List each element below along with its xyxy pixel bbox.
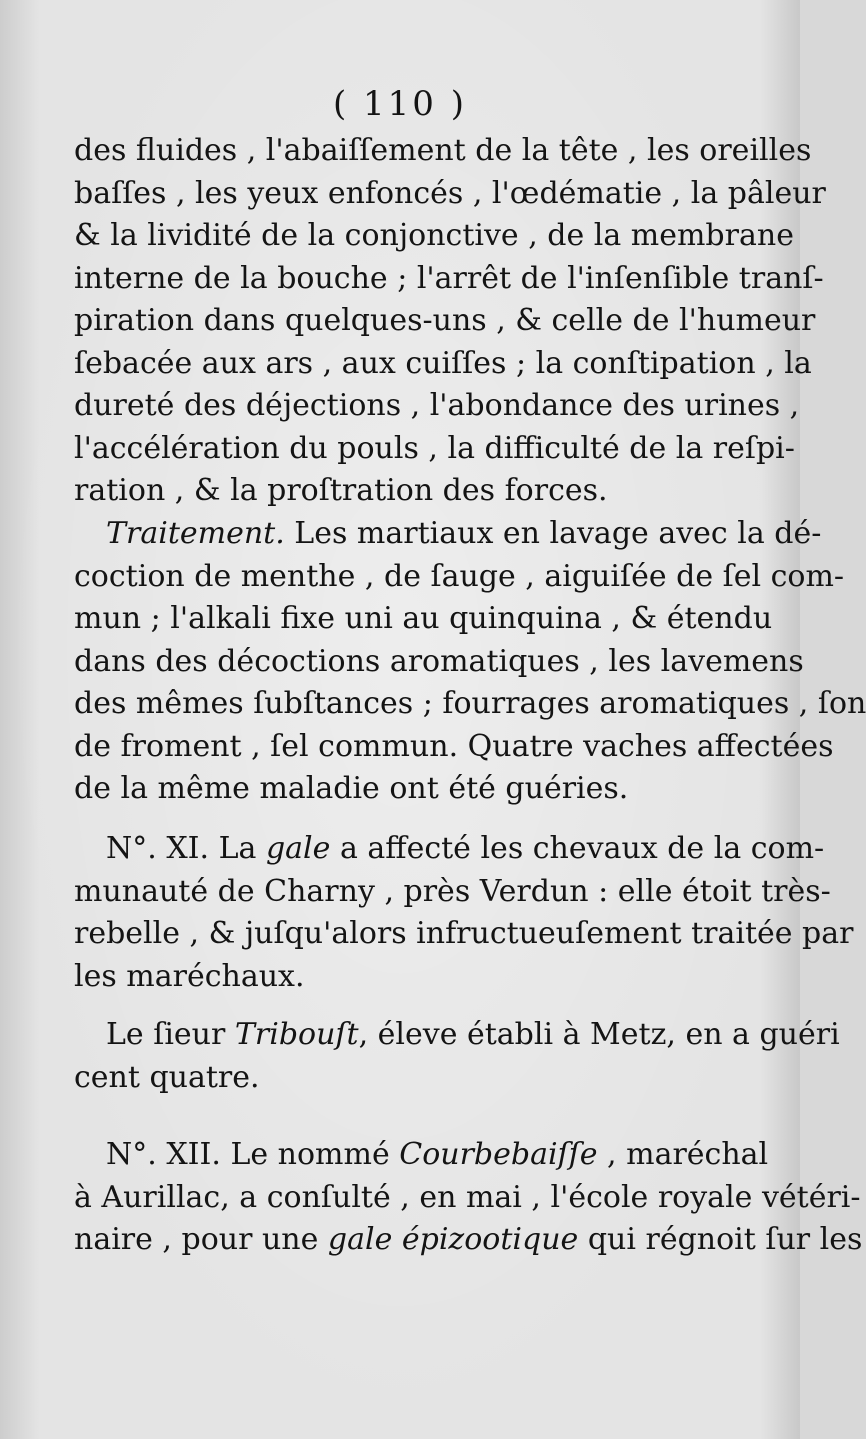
text-line: cent quatre.: [74, 1059, 260, 1095]
text-line: les maréchaux.: [74, 958, 305, 994]
text-line: l'accélération du pouls , la difficulté de la reſpi-: [74, 430, 795, 466]
text-line: ration , & la proſtration des forces.: [74, 473, 608, 508]
text-line: Traitement. Les martiaux en lavage avec la dé-: [106, 516, 822, 551]
text-line: de froment , ſel commun. Quatre vaches affectées: [74, 728, 834, 764]
text-line: interne de la bouche ; l'arrêt de l'inſenſible tranſ-: [74, 260, 824, 296]
text-line: baſſes , les yeux enfoncés , l'œdématie , la pâleur: [74, 175, 826, 211]
text-line: coction de menthe , de ſauge , aiguiſée de ſel com-: [74, 558, 845, 594]
text-line: dureté des déjections , l'abondance des urines ,: [74, 388, 800, 423]
paragraph-triboust: [74, 1014, 840, 1099]
text-line: de la même maladie ont été guéries.: [74, 771, 629, 806]
text-line: à Aurillac, a conſulté , en mai , l'école royale vétéri-: [74, 1179, 861, 1215]
treatment-heading: Traitement.: [106, 516, 285, 551]
text-line: naire , pour une gale épizootique qui régnoit ſur les: [74, 1222, 863, 1257]
text-line: piration dans quelques-uns , & celle de l'humeur: [74, 303, 816, 338]
text-line: des fluides , l'abaiſſement de la tête , les oreilles: [74, 133, 812, 168]
paragraph-no-xii: [74, 1134, 863, 1262]
text-line: N°. XI. La gale a affecté les chevaux de la com-: [106, 831, 825, 866]
text-line: munauté de Charny , près Verdun : elle étoit très-: [74, 873, 831, 909]
text-line: ſebacée aux ars , aux cuiſſes ; la conſtipation , la: [74, 345, 812, 381]
paragraph-no-xi: [74, 828, 854, 998]
text-line: mun ; l'alkali fixe uni au quinquina , & étendu: [74, 601, 773, 636]
text-line: N°. XII. Le nommé Courbebaiſſe , maréchal: [106, 1137, 769, 1172]
text-line: dans des décoctions aromatiques , les lavemens: [74, 643, 804, 679]
paragraph-treatment: [74, 513, 866, 811]
text-line: Le ſieur Tribouſt, éleve établi à Metz, en a guéri: [106, 1017, 840, 1052]
text-line: & la lividité de la conjonctive , de la membrane: [74, 218, 794, 253]
paragraph-symptoms: [74, 130, 826, 513]
text-line: rebelle , & juſqu'alors infructueuſement traitée par: [74, 916, 854, 951]
text-line: des mêmes ſubſtances ; fourrages aromatiques , ſon: [74, 686, 866, 721]
page-number: ( 110 ): [332, 84, 468, 124]
